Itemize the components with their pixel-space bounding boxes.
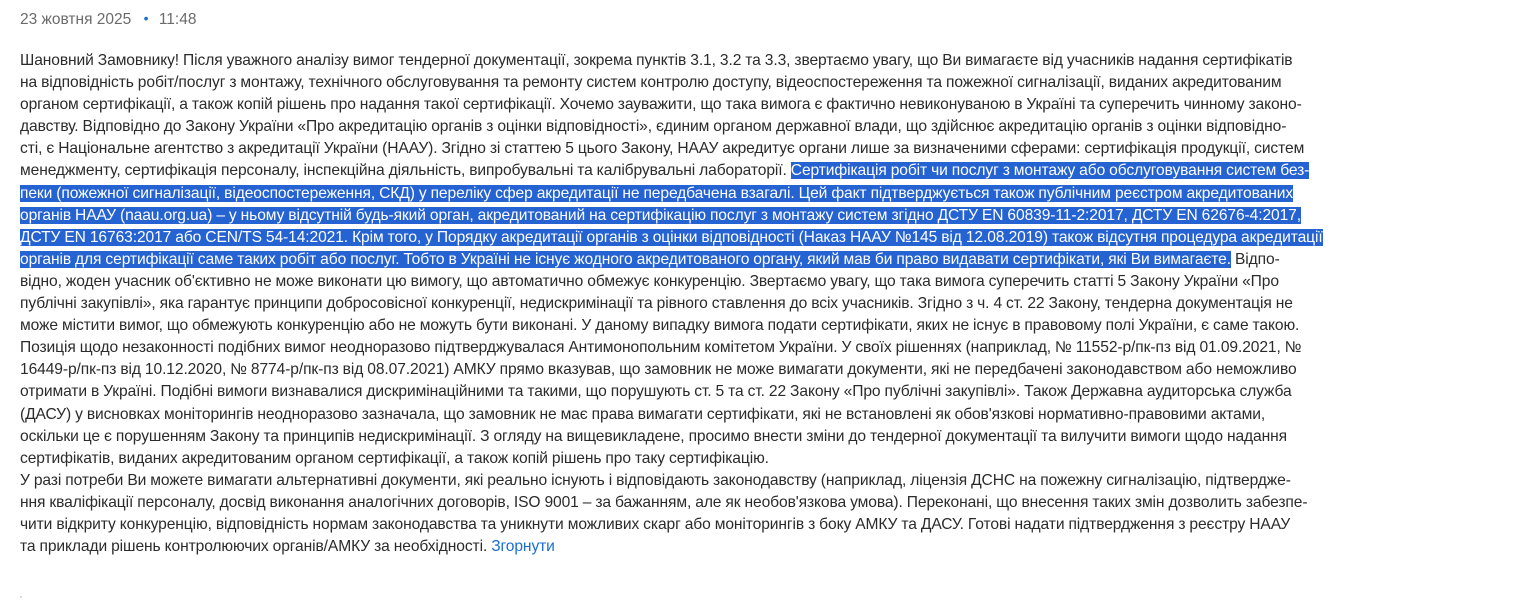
text-segment: публічні закупівлі», яка гарантує принципи добросовісної конкуренції, недискримінації та рівного ставлення до всіх учасників. Згідно з ч. 4 ст. 22 Закону, тендерна документація не [20,295,1293,313]
text-segment: давству. Відповідно до Закону України «Про акредитацію органів з оцінки відповідності», єдиним органом державної влади, що здійснює акредитацію органів з оцінки відповідно- [20,118,1287,136]
meta-separator: • [143,10,149,26]
text-line [20,138,1422,160]
text-line [20,404,1422,426]
text-line [20,183,1422,205]
text-segment: Позиція щодо незаконності подібних вимог неодноразово підтверджувалася Антимонопольним комітетом України. У своїх рішеннях (наприклад, № 11552-р/пк-пз від 01.09.2021, № [20,339,1302,357]
selected-text[interactable]: органів для сертифікації саме таких робіт або послуг. Тобто в Україні не існує жодного акредитованого органу, який мав би право видавати сертифікати, які Ви вимагаєте. [20,250,1231,268]
text-line [20,492,1422,514]
text-line [20,315,1422,337]
paragraph-2 [20,470,1422,558]
text-line [20,359,1422,381]
text-segment: відно, жоден учасник об'єктивно не може виконати цю вимогу, що автоматично обмежує конкуренцію. Звертаємо увагу, що така вимога суперечить статті 5 Закону України «Про [20,272,1279,290]
text-line [20,448,1422,470]
text-line [20,426,1422,448]
text-segment: Відпо- [1230,250,1280,268]
text-line [20,470,1422,492]
text-segment: сертифікатів, виданих акредитованим органом сертифікації, а також копій рішень про таку сертифікацію. [20,449,769,467]
selected-text[interactable]: ДСТУ EN 16763:2017 або CEN/TS 54-14:2021. Крім того, у Порядку акредитації органів з оцінки відповідності (Наказ НААУ №145 від 12.08.2019) також відсутня процедура акредитації [20,228,1323,246]
selected-text[interactable]: пеки (пожежної сигналізації, відеоспостереження, СКД) у переліку сфер акредитації не передбачена взагалі. Цей факт підтверджується також публічним реєстром акредитованих [20,184,1294,202]
text-segment: менеджменту, сертифікація персоналу, інспекційна діяльність, випробувальні та калібрувальні лабораторії. [20,162,791,180]
text-segment: отримати в Україні. Подібні вимоги визнавалися дискримінаційними та такими, що порушують ст. 5 та ст. 22 Закону «Про публічні закупівлі». Також Державна аудиторська служба [20,383,1292,401]
text-segment: на відповідність робіт/послуг з монтажу, технічного обслуговування та ремонту систем контролю доступу, відеоспостереження та пожежної сигналізації, виданих акредитованим [20,74,1282,92]
text-line [20,94,1422,116]
text-segment: може містити вимог, що обмежують конкуренцію або не можуть бути виконані. У даному випадку вимога подати сертифікати, яких не існує в правовому полі України, є саме такою. [20,317,1300,335]
collapse-link[interactable]: Згорнути [491,538,555,556]
post-meta [20,11,196,29]
paragraph-1 [20,50,1422,470]
text-segment: та приклади рішень контролюючих органів/АМКУ за необхідності. [20,538,492,556]
text-segment: (ДАСУ) у висновках моніторингів неодноразово зазначала, що замовник не має права вимагати сертифікати, які не встановлені як обов'язкові нормативно-правовими актами, [20,405,1266,423]
text-line [20,293,1422,315]
text-line [20,514,1422,536]
text-line [20,205,1422,227]
text-segment: 16449-р/пк-пз від 10.12.2020, № 8774-р/пк-пз від 08.07.2021) АМКУ прямо вказував, що замовник не може вимагати документи, які не передбачені законодавством або неможливо [20,361,1297,379]
text-line [20,536,1422,558]
text-line [20,160,1422,182]
text-line [20,72,1422,94]
divider-mark [20,596,22,598]
text-segment: ння кваліфікації персоналу, досвід виконання аналогічних договорів, ISO 9001 – за бажанням, але як необов'язкова умова). Переконані, що внесення таких змін дозволить забезпе- [20,493,1308,511]
text-line [20,116,1422,138]
text-line [20,271,1422,293]
post-date: 23 жовтня 2025 [20,11,132,28]
text-line [20,381,1422,403]
text-line [20,227,1422,249]
comment-body [20,50,1422,558]
text-segment: оскільки це є порушенням Закону та принципів недискримінації. З огляду на вищевикладене, просимо внести зміни до тендерної документації та вилучити вимоги щодо надання [20,427,1287,445]
post-time: 11:48 [158,11,197,28]
text-line [20,337,1422,359]
selected-text[interactable]: Сертифікація робіт чи послуг з монтажу або обслуговування систем без- [790,162,1310,180]
selected-text[interactable]: органів НААУ (naau.org.ua) – у ньому відсутній будь-який орган, акредитований на сертифікацію послуг з монтажу систем згідно ДСТУ EN 60839-11-2:2017, ДСТУ EN 62676-4:2017, [20,206,1301,224]
text-segment: сті, є Національне агентство з акредитації України (НААУ). Згідно зі статтею 5 цього Закону, НААУ акредитує органи лише за визначеними сферами: сертифікація продукції, систем [20,140,1305,158]
text-segment: У разі потреби Ви можете вимагати альтернативні документи, які реально існують і відповідають законодавству (наприклад, ліцензія ДСНС на пожежну сигналізацію, підтвердже- [20,471,1291,489]
text-segment: чити відкриту конкуренцію, відповідність нормам законодавства та уникнути можливих скарг або моніторингів з боку АМКУ та ДАСУ. Готові надати підтвердження з реєстру НААУ [20,515,1291,533]
text-segment: Шановний Замовнику! Після уважного аналізу вимог тендерної документації, зокрема пунктів 3.1, 3.2 та 3.3, звертаємо увагу, що Ви вимагаєте від учасників надання сертифікатів [20,52,1293,69]
text-line [20,50,1422,72]
text-line [20,249,1422,271]
text-segment: органом сертифікації, а також копій рішень про надання такої сертифікації. Хочемо зауважити, що така вимога є фактично невиконуваною в Україні та суперечить чинному законо- [20,96,1302,114]
